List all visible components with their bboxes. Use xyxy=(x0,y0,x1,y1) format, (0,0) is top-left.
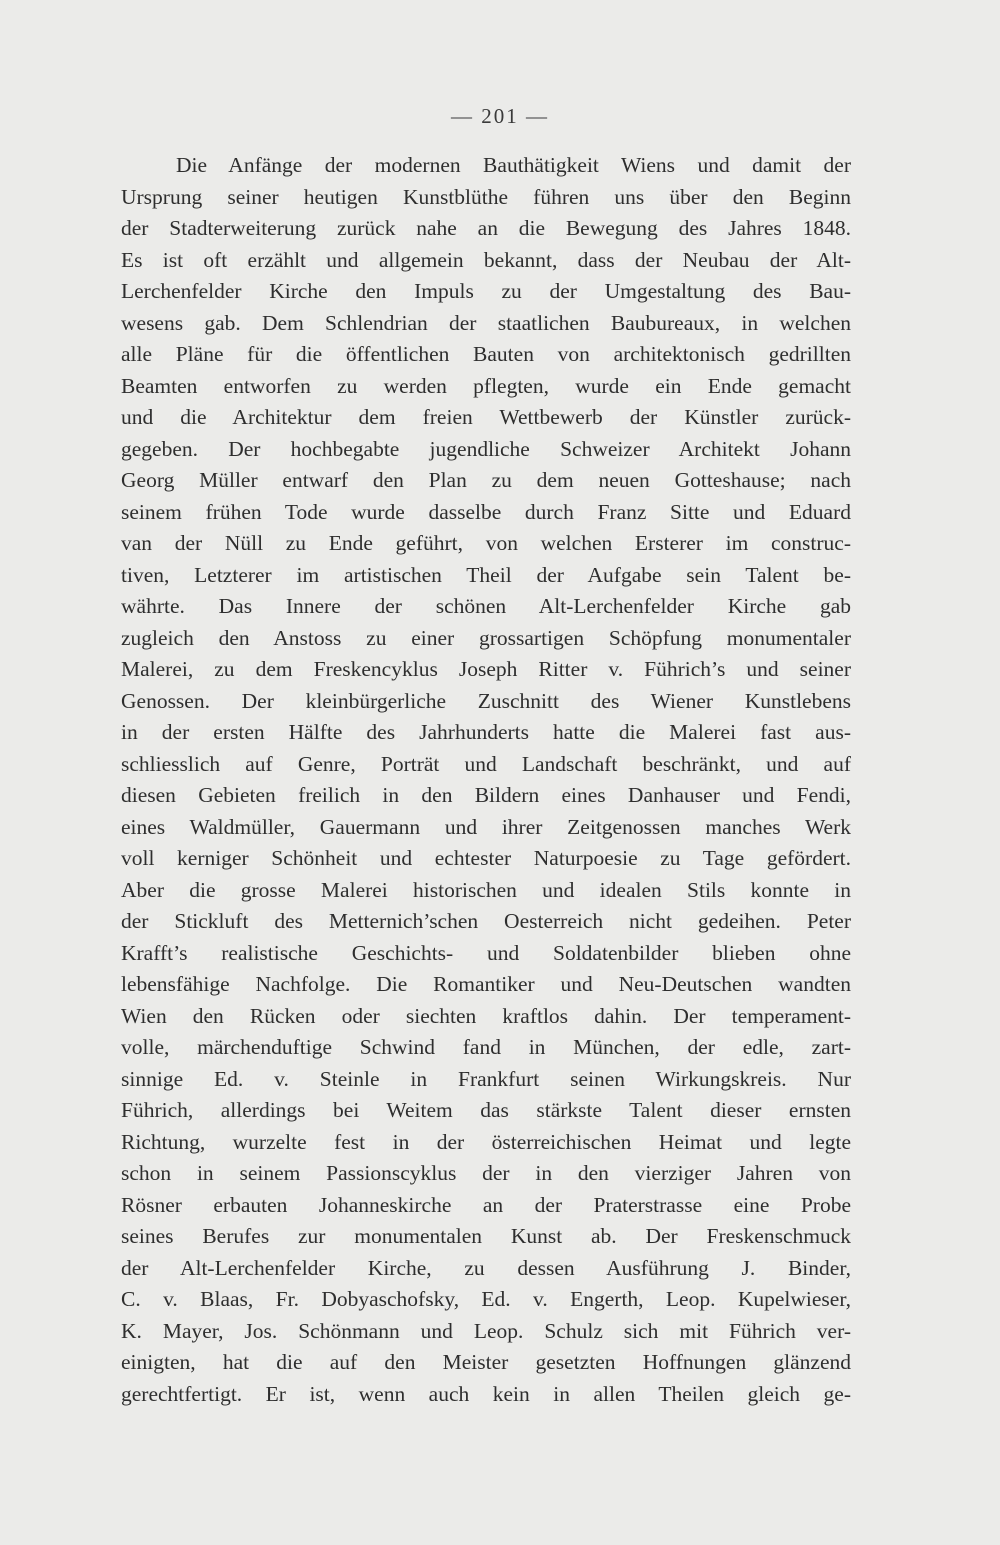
text-line: Führich, allerdings bei Weitem das stärkste Talent dieser ernsten xyxy=(121,1098,851,1122)
text-line: einigten, hat die auf den Meister gesetzten Hoffnungen glänzend xyxy=(121,1350,851,1374)
text-line: voll kerniger Schönheit und echtester Naturpoesie zu Tage gefördert. xyxy=(121,846,851,870)
text-line: Genossen. Der kleinbürgerliche Zuschnitt des Wiener Kunstlebens xyxy=(121,688,851,713)
text-line: Es ist oft erzählt und allgemein bekannt, dass der Neubau der Alt- xyxy=(121,247,851,272)
text-line: Wien den Rücken oder siechten kraftlos dahin. Der temperament- xyxy=(121,1003,851,1028)
text-line: diesen Gebieten freilich in den Bildern eines Danhauser und Fendi, xyxy=(121,783,851,807)
text-line: Rösner erbauten Johanneskirche an der Praterstrasse eine Probe xyxy=(121,1192,851,1217)
text-line: eines Waldmüller, Gauermann und ihrer Zeitgenossen manches Werk xyxy=(121,814,851,839)
page-number: — 201 — xyxy=(451,104,549,128)
text-line: volle, märchenduftige Schwind fand in München, der edle, zart- xyxy=(121,1035,851,1059)
text-line: van der Nüll zu Ende geführt, von welchen Ersterer im construc- xyxy=(121,531,851,555)
text-line: der Stickluft des Metternich’schen Oesterreich nicht gedeihen. Peter xyxy=(121,909,851,933)
text-line: Aber die grosse Malerei historischen und idealen Stils konnte in xyxy=(121,877,851,902)
text-line: der Alt-Lerchenfelder Kirche, zu dessen Ausführung J. Binder, xyxy=(121,1255,851,1280)
text-line: Ursprung seiner heutigen Kunstblüthe führen uns über den Beginn xyxy=(121,184,851,209)
text-line: und die Architektur dem freien Wettbewerb der Künstler zurück- xyxy=(121,405,851,429)
text-line: Krafft’s realistische Geschichts- und Soldatenbilder blieben ohne xyxy=(121,940,851,965)
text-line: Richtung, wurzelte fest in der österreichischen Heimat und legte xyxy=(121,1129,851,1154)
text-line: Malerei, zu dem Freskencyklus Joseph Ritter v. Führich’s und seiner xyxy=(121,657,851,681)
text-line: gerechtfertigt. Er ist, wenn auch kein in allen Theilen gleich ge- xyxy=(121,1381,851,1406)
text-line: Lerchenfelder Kirche den Impuls zu der Umgestaltung des Bau- xyxy=(121,279,851,303)
text-line: C. v. Blaas, Fr. Dobyaschofsky, Ed. v. Engerth, Leop. Kupelwieser, xyxy=(121,1287,851,1311)
text-line: schliesslich auf Genre, Porträt und Landschaft beschränkt, und auf xyxy=(121,751,851,776)
text-line: alle Pläne für die öffentlichen Bauten von architektonisch gedrillten xyxy=(121,342,851,366)
text-line: seinem frühen Tode wurde dasselbe durch Franz Sitte und Eduard xyxy=(121,499,851,524)
text-line: der Stadterweiterung zurück nahe an die Bewegung des Jahres 1848. xyxy=(121,216,851,240)
text-line: in der ersten Hälfte des Jahrhunderts hatte die Malerei fast aus- xyxy=(121,720,851,744)
text-line: seines Berufes zur monumentalen Kunst ab. Der Freskenschmuck xyxy=(121,1224,851,1248)
text-line: Georg Müller entwarf den Plan zu dem neuen Gotteshause; nach xyxy=(121,468,851,492)
text-line: tiven, Letzterer im artistischen Theil der Aufgabe sein Talent be- xyxy=(121,562,851,587)
text-line: gegeben. Der hochbegabte jugendliche Schweizer Architekt Johann xyxy=(121,436,851,461)
text-line: Beamten entworfen zu werden pflegten, wurde ein Ende gemacht xyxy=(121,373,851,398)
text-line: lebensfähige Nachfolge. Die Romantiker und Neu-Deutschen wandten xyxy=(121,972,851,996)
text-line: währte. Das Innere der schönen Alt-Lerchenfelder Kirche gab xyxy=(121,594,851,618)
text-line: Die Anfänge der modernen Bauthätigkeit Wiens und damit der xyxy=(176,153,851,177)
text-line: K. Mayer, Jos. Schönmann und Leop. Schulz sich mit Führich ver- xyxy=(121,1318,851,1343)
text-line: schon in seinem Passionscyklus der in den vierziger Jahren von xyxy=(121,1161,851,1185)
text-line: sinnige Ed. v. Steinle in Frankfurt seinen Wirkungskreis. Nur xyxy=(121,1066,851,1091)
text-line: zugleich den Anstoss zu einer grossartigen Schöpfung monumentaler xyxy=(121,625,851,650)
body-paragraph xyxy=(121,150,851,1410)
text-line: wesens gab. Dem Schlendrian der staatlichen Baubureaux, in welchen xyxy=(121,310,851,335)
